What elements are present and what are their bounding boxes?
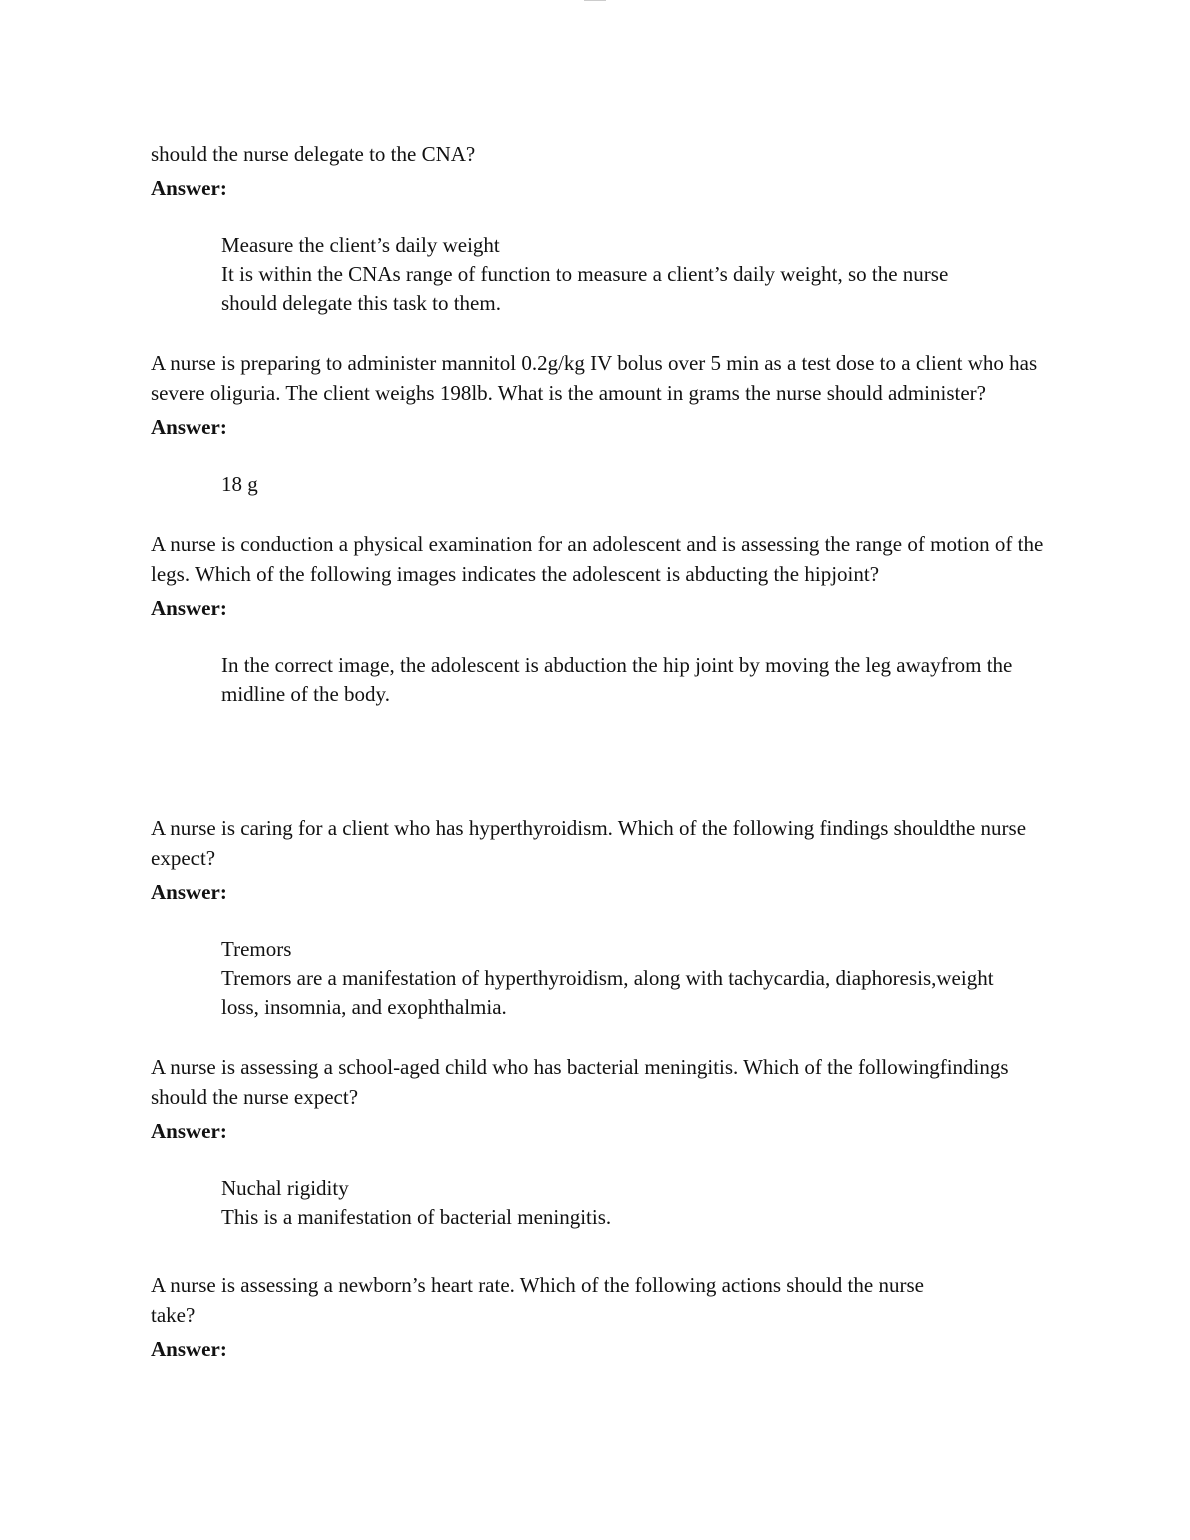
answer-label: Answer:	[151, 1119, 227, 1143]
document-content	[151, 139, 1051, 1364]
question-line: A nurse is assessing a newborn’s heart rate. Which of the following actions should the nurse	[151, 1273, 924, 1297]
answer-line: 18 g	[221, 472, 258, 496]
qa-block-5	[151, 1052, 1051, 1232]
qa-block-1	[151, 139, 1051, 318]
question-text: A nurse is conduction a physical examination for an adolescent and is assessing the range of motion of the legs. Which of the following images indicates the adolescent is abducting the hipjoint?	[151, 532, 1044, 586]
answer-body	[221, 1174, 1051, 1232]
answer-line: midline of the body.	[221, 682, 390, 706]
answer-line: Measure the client’s daily weight	[221, 233, 500, 257]
answer-label: Answer:	[151, 176, 227, 200]
qa-block-4	[151, 813, 1051, 1022]
question-text: A nurse is preparing to administer mannitol 0.2g/kg IV bolus over 5 min as a test dose to a client who has severe oliguria. The client weighs 198lb. What is the amount in grams the nurse should administer?	[151, 351, 1038, 405]
answer-line: This is a manifestation of bacterial meningitis.	[221, 1205, 612, 1229]
qa-block-6	[151, 1270, 1051, 1364]
answer-label: Answer:	[151, 415, 227, 439]
answer-label: Answer:	[151, 1337, 227, 1361]
answer-line: should delegate this task to them.	[221, 291, 501, 315]
answer-body	[221, 470, 1051, 499]
question-text: A nurse is caring for a client who has hyperthyroidism. Which of the following findings shouldthe nurse expect?	[151, 816, 1027, 870]
answer-line: Nuchal rigidity	[221, 1176, 349, 1200]
answer-line: Tremors	[221, 937, 292, 961]
qa-block-3	[151, 529, 1051, 709]
question-text: should the nurse delegate to the CNA?	[151, 142, 476, 166]
question-line: take?	[151, 1303, 196, 1327]
answer-line: loss, insomnia, and exophthalmia.	[221, 995, 507, 1019]
answer-line: It is within the CNAs range of function to measure a client’s daily weight, so the nurse	[221, 262, 949, 286]
answer-label: Answer:	[151, 880, 227, 904]
answer-line: Tremors are a manifestation of hyperthyroidism, along with tachycardia, diaphoresis,weight	[221, 966, 994, 990]
qa-block-2	[151, 348, 1051, 499]
question-text	[151, 1270, 1051, 1330]
answer-label: Answer:	[151, 596, 227, 620]
answer-body	[221, 651, 1051, 709]
question-text: A nurse is assessing a school-aged child who has bacterial meningitis. Which of the followingfindings should the nurse expect?	[151, 1055, 1009, 1109]
header-mark	[584, 0, 606, 4]
answer-body	[221, 231, 1051, 318]
answer-body	[221, 935, 1051, 1022]
answer-line: In the correct image, the adolescent is abduction the hip joint by moving the leg awayfrom the	[221, 653, 1013, 677]
